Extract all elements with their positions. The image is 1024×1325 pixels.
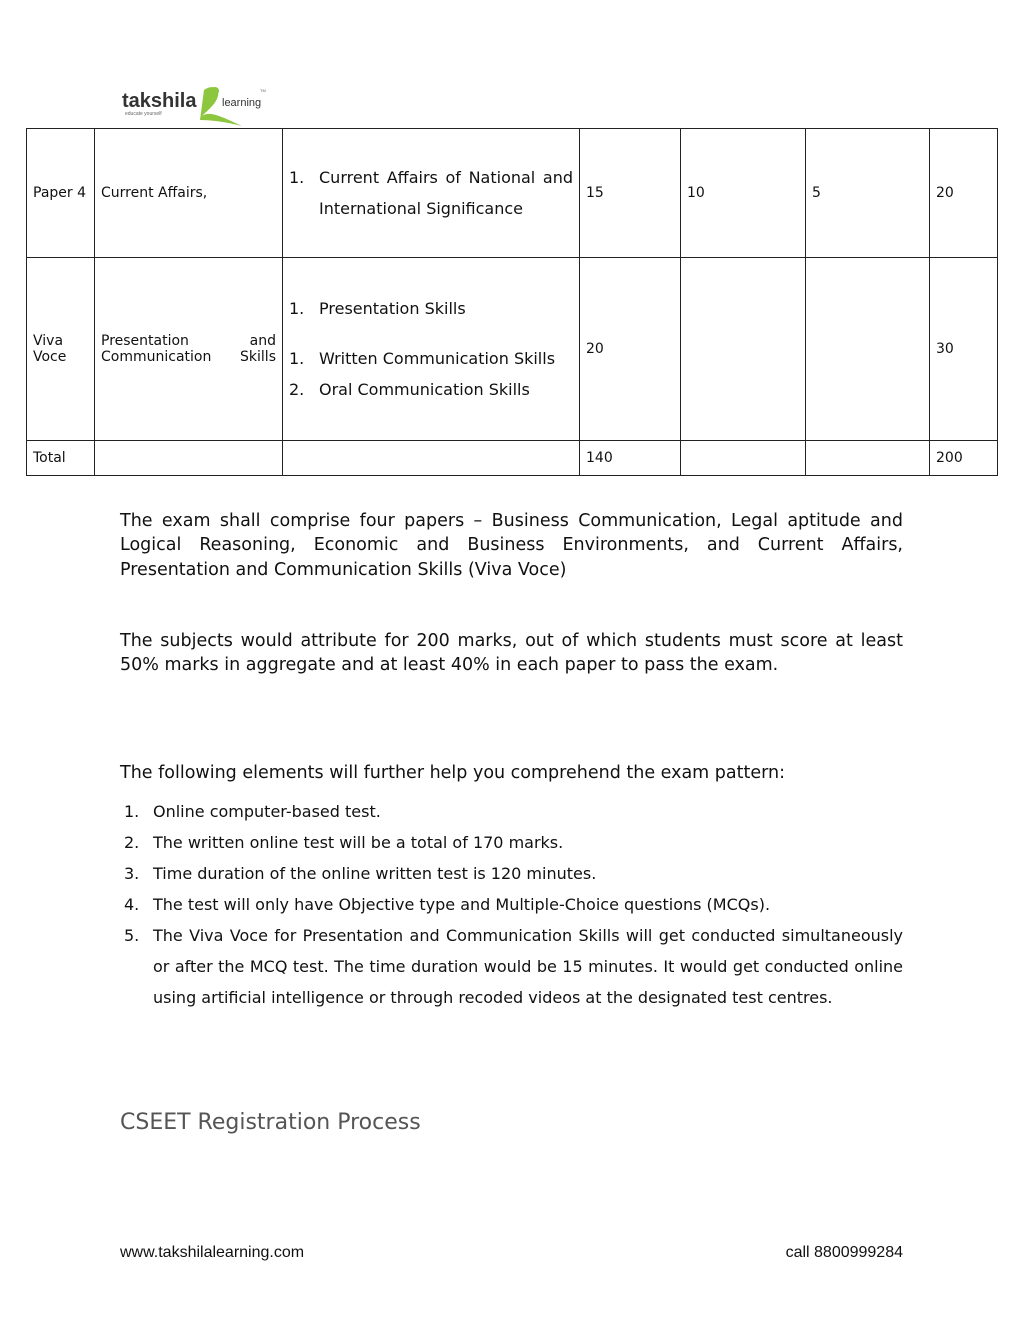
topic-item bbox=[289, 374, 573, 405]
topic-item bbox=[289, 162, 573, 224]
logo-tm: TM bbox=[260, 88, 266, 93]
topic-text: Current Affairs of National and International Significance bbox=[319, 168, 573, 218]
list-text: Time duration of the online written test is 120 minutes. bbox=[153, 864, 597, 883]
topics-cell bbox=[283, 129, 580, 258]
marks-table bbox=[26, 128, 998, 476]
marks-cell: 20 bbox=[930, 129, 998, 258]
table-row bbox=[27, 258, 998, 441]
topic-text: Written Communication Skills bbox=[319, 349, 556, 368]
paper-cell: Paper 4 bbox=[27, 129, 95, 258]
list-text: The Viva Voce for Presentation and Communication Skills will get conducted simultaneously or after the MCQ test. The time duration would be 15 minutes. It would get conducted online using artificial intelligence or through recoded videos at the designated test centres. bbox=[153, 926, 903, 1007]
logo-figure-head-icon bbox=[211, 87, 219, 95]
list-item bbox=[120, 827, 903, 858]
logo-suffix-text: learning bbox=[222, 97, 262, 109]
topic-number: 1. bbox=[289, 349, 305, 368]
marks-cell: 20 bbox=[580, 258, 681, 441]
topic-item bbox=[289, 293, 573, 324]
list-text: Online computer-based test. bbox=[153, 802, 381, 821]
marks-cell: 30 bbox=[930, 258, 998, 441]
list-number: 5. bbox=[124, 926, 140, 945]
list-item bbox=[120, 796, 903, 827]
logo-brand-text: takshila bbox=[122, 90, 197, 112]
footer-phone: call 8800999284 bbox=[785, 1244, 903, 1261]
logo-tagline: educate yourself bbox=[125, 111, 162, 117]
marks-cell: 200 bbox=[930, 441, 998, 476]
list-text: The test will only have Objective type and Multiple-Choice questions (MCQs). bbox=[153, 895, 771, 914]
marks-requirement-paragraph: The subjects would attribute for 200 marks, out of which students must score at least 50% marks in aggregate and at least 40% in each paper to pass the exam. bbox=[120, 630, 903, 675]
list-item bbox=[120, 858, 903, 889]
marks-cell: 5 bbox=[806, 129, 930, 258]
marks-cell bbox=[806, 441, 930, 476]
topic-item bbox=[289, 343, 573, 374]
topics-list bbox=[289, 293, 573, 405]
list-text: The written online test will be a total of 170 marks. bbox=[153, 833, 564, 852]
subject-cell: Current Affairs, bbox=[95, 129, 283, 258]
marks-cell: 140 bbox=[580, 441, 681, 476]
topic-number: 1. bbox=[289, 168, 305, 187]
topics-list bbox=[289, 162, 573, 224]
subject-cell: Presentation and Communication Skills bbox=[95, 258, 283, 441]
marks-cell: 10 bbox=[681, 129, 806, 258]
takshila-logo bbox=[120, 80, 280, 128]
exam-pattern-intro: The following elements will further help you comprehend the exam pattern: bbox=[120, 762, 785, 783]
list-number: 2. bbox=[124, 833, 140, 852]
table-row bbox=[27, 129, 998, 258]
list-number: 4. bbox=[124, 895, 140, 914]
marks-cell: 15 bbox=[580, 129, 681, 258]
topics-cell bbox=[283, 258, 580, 441]
paper-cell: Total bbox=[27, 441, 95, 476]
takshila-logo-graphic bbox=[120, 80, 280, 128]
footer-website: www.takshilalearning.com bbox=[120, 1244, 305, 1261]
section-heading: CSEET Registration Process bbox=[120, 1110, 421, 1135]
topics-cell bbox=[283, 441, 580, 476]
exam-papers-paragraph: The exam shall comprise four papers – Business Communication, Legal aptitude and Logical Reasoning, Economic and Business Environments, and Current Affairs, Presentation and Communication Skills (Viva Voce) bbox=[120, 510, 903, 580]
list-item bbox=[120, 920, 903, 1013]
paper-cell: Viva Voce bbox=[27, 258, 95, 441]
subject-cell bbox=[95, 441, 283, 476]
topic-text: Presentation Skills bbox=[319, 299, 466, 318]
marks-cell bbox=[806, 258, 930, 441]
marks-cell bbox=[681, 258, 806, 441]
marks-cell bbox=[681, 441, 806, 476]
table-row-total bbox=[27, 441, 998, 476]
exam-pattern-list bbox=[120, 796, 903, 1013]
topic-text: Oral Communication Skills bbox=[319, 380, 530, 399]
list-item bbox=[120, 889, 903, 920]
topic-number: 1. bbox=[289, 299, 305, 318]
list-number: 1. bbox=[124, 802, 140, 821]
list-number: 3. bbox=[124, 864, 140, 883]
topic-number: 2. bbox=[289, 380, 305, 399]
